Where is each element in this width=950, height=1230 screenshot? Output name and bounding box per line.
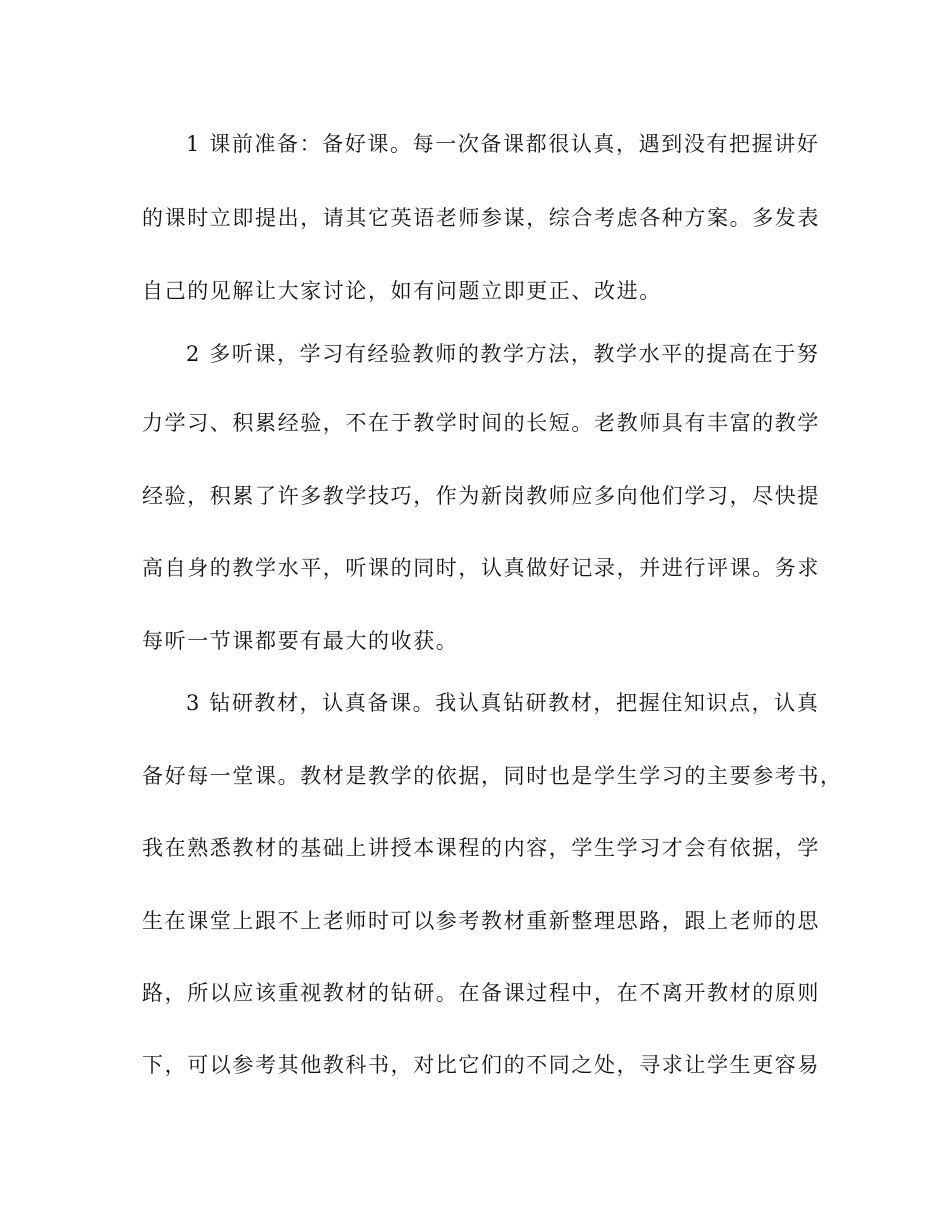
paragraph-3-line-4: 生在课堂上跟不上老师时可以参考教材重新整理思路，跟上老师的思 [142,909,820,933]
paragraph-2-line-3: 经验，积累了许多教学技巧，作为新岗教师应多向他们学习，尽快提 [142,484,820,508]
paragraph-3-line-2: 备好每一堂课。教材是教学的依据，同时也是学生学习的主要参考书， [142,764,843,788]
paragraph-3-line-1: 3 钻研教材，认真备课。我认真钻研教材，把握住知识点，认真 [186,691,820,715]
paragraph-1-line-2: 的课时立即提出，请其它英语老师参谋，综合考虑各种方案。多发表 [142,206,820,230]
paragraph-2-line-2: 力学习、积累经验，不在于教学时间的长短。老教师具有丰富的教学 [142,411,820,435]
paragraph-2-line-5: 每听一节课都要有最大的收获。 [142,629,459,653]
paragraph-2-line-4: 高自身的教学水平，听课的同时，认真做好记录，并进行评课。务求 [142,556,820,580]
paragraph-3-line-6: 下，可以参考其他教科书，对比它们的不同之处，寻求让学生更容易 [142,1053,820,1077]
paragraph-2-line-1: 2 多听课，学习有经验教师的教学方法，教学水平的提高在于努 [186,342,820,366]
paragraph-1-line-3: 自己的见解让大家讨论，如有问题立即更正、改进。 [142,279,662,303]
paragraph-3-line-3: 我在熟悉教材的基础上讲授本课程的内容，学生学习才会有依据，学 [142,836,820,860]
paragraph-3-line-5: 路，所以应该重视教材的钻研。在备课过程中，在不离开教材的原则 [142,981,820,1005]
paragraph-1-line-1: 1 课前准备：备好课。每一次备课都很认真，遇到没有把握讲好 [186,132,820,156]
